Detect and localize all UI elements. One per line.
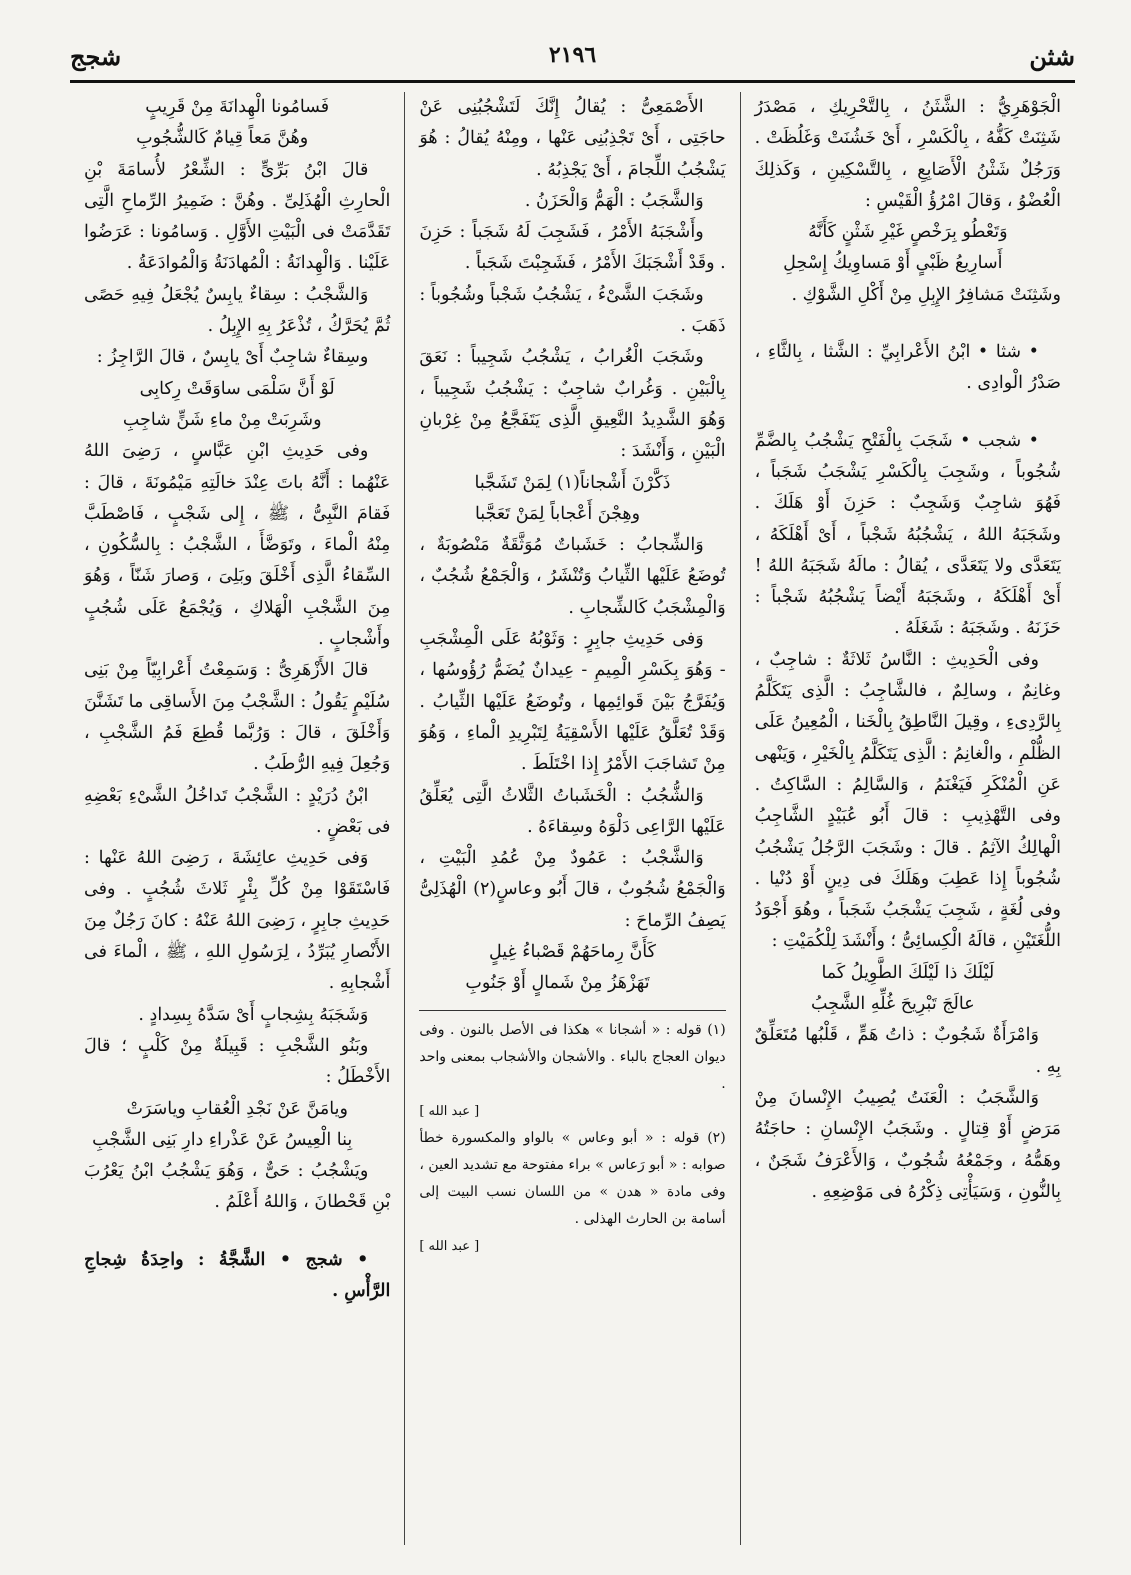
paragraph: وَفى حَدِيثِ جابِرٍ : وَثَوْبُهُ عَلَى الْمِشْجَبِ - وَهُوَ بِكَسْرِ الْمِيمِ - عِيدانٌ يُضَمُّ رُؤُوسُها ، وَيُفَرَّجُ بَيْنَ قَوائِمِها ، وتُوضَعُ عَلَيْها الثِّيابُ . وَقَدْ تُعَلَّقُ عَلَيْها الأَسْقِيَةُ لِتَبْرِيدِ الْماءِ ، وَهُوَ مِنْ تَشاجَبَ الأَمْرُ إِذا اخْتَلَطَ . bbox=[419, 629, 726, 775]
paragraph: وسِقاءٌ شاجِبٌ أَىْ يابِسٌ ، قالَ الرَّاجِزُ : bbox=[96, 347, 369, 368]
paragraph: ويَشْجُبُ : حَىٌّ ، وَهُوَ يَشْجُبُ ابْنُ يَعْرُبَ بْنِ قَحْطانَ ، وَاللهُ أَعْلَمُ . bbox=[84, 1161, 391, 1213]
footnote: (٢) قوله : « أبو وعاس » بالواو والمكسورة خطأ صوابه : « أبو رَعاس » براء مفتوحة مع تشديد العين ، وفى مادة « هدن » من اللسان نسب البيت إلى أسامة بن الحارث الهذلى . bbox=[419, 1129, 726, 1227]
verse-line: وهُنَّ مَعاً قِيامٌ كَالشُّجُوبِ bbox=[136, 128, 309, 149]
paragraph: وبَنُو الشَّجْبِ : قَبِيلَةٌ مِنْ كَلْبٍ ؛ قالَ الأَخْطَلُ : bbox=[84, 1035, 391, 1088]
paragraph: وَالشَّجَبُ : الْهَمُّ وَالْحَزَنُ . bbox=[524, 190, 704, 211]
entry-shatha: • شثا • ابْنُ الأَعْرابِيِّ : الشَّثا ، بِالثَّاءِ ، صَدْرُ الْوادِى . bbox=[754, 342, 1061, 394]
paragraph: الْجَوْهَرِيُّ : الشَّثَنُ ، بِالتَّحْرِيكِ ، مَصْدَرُ شَثِنَتْ كَفُّهُ ، بِالْكَسْرِ ، أَىْ خَشُنَتْ وَغَلُظَتْ . وَرَجُلٌ شَثْنُ الْأَصَابِعِ ، بِالتَّسْكِينِ ، وَكَذلِكَ الْعُضْوُ ، وَقالَ امْرُؤُ الْقَيْسِ : bbox=[754, 97, 1061, 211]
verse-line: عالَجَ تَبْرِيحَ غُلِّهِ الشَّجِبُ bbox=[810, 994, 975, 1015]
entry-shajab: • شجب • شَجَبَ بِالْفَتْحِ يَشْجُبُ بِالضَّمِّ شُجُوباً ، وشَجِبَ بِالْكَسْرِ يَشْجَبُ شَجَباً ، فَهُوَ شاجِبٌ وَشَجِبٌ : حَزِنَ أَوْ هَلَكَ . وشَجَبَهُ اللهُ ، يَشْجُبُهُ شَجْباً ، أَىْ أَهْلَكَهُ ، يَتَعَدَّى ولا يَتَعَدَّى ، يُقالُ : مالَهُ شَجَبَهُ اللهُ ! أَىْ أَهْلَكَهُ ، وشَجَبَهُ أَيْضاً يَشْجُبُهُ شَجْباً : حَزَنَهُ . وشَجَبَهُ : شَغَلَهُ . bbox=[754, 430, 1061, 639]
paragraph: وَالشَّجَبُ : الْعَنَتُ يُصِيبُ الإِنْسانَ مِنْ مَرَضٍ أَوْ قِتالٍ . وشَجَبُ الإِنْسانِ : حاجَتُهُ وهَمُّهُ ، وجَمْعُهُ شُجُوبٌ ، وَالأَعْرَفُ شَجَنٌ ، بِالنُّونِ ، وَسَيَأْتِى ذِكْرُهُ فى مَوْضِعِهِ . bbox=[754, 1087, 1061, 1202]
paragraph: ابْنُ دُرَيْدٍ : الشَّجْبُ تَداخُلُ الشَّىْءِ بَعْضِهِ فى بَعْضٍ . bbox=[84, 785, 391, 837]
paragraph: وَفى حَدِيثِ عائِشَةَ ، رَضِىَ اللهُ عَنْها : فَاسْتَقَوْا مِنْ كُلِّ بِئْرٍ ثَلاثَ شُجُبٍ . وفى حَدِيثِ جابِرٍ ، رَضِىَ اللهُ عَنْهُ : كانَ رَجُلٌ مِنَ الأَنْصارِ يُبَرِّدُ ، لِرَسُولِ اللهِ ، ﷺ ، الْماءَ فى أَشْجابِهِ . bbox=[84, 848, 391, 994]
verse-line: فَسامُونا الْهِدانَةَ مِنْ قَرِيبٍ bbox=[145, 97, 330, 117]
footnote-signature: [ عبد الله ] bbox=[419, 1103, 480, 1119]
verse-line: ذَكَّرْنَ أَشْجاناً(١) لِمَنْ تَشَجَّبا bbox=[474, 472, 671, 493]
footnotes bbox=[419, 1010, 725, 1260]
paragraph: وَشَجَبَهُ بِشِجابٍ أَىْ سَدَّهُ بِسِدادٍ . bbox=[138, 1004, 369, 1025]
column-left bbox=[70, 92, 405, 1545]
footnote: (١) قوله : « أشجانا » هكذا فى الأصل بالنون . وفى ديوان العجاج بالباء . والأشجان والأشجاب بمعنى واحد . bbox=[419, 1021, 726, 1092]
verse-line: لَيْلَكَ ذا لَيْلَكَ الطَّوِيلُ كَما bbox=[821, 962, 995, 983]
paragraph: وشَثِنَتْ مَشافِرُ الإِبِلِ مِنْ أَكْلِ الشَّوْكِ . bbox=[791, 284, 1061, 305]
paragraph: وفى حَدِيثِ ابْنِ عَبَّاسٍ ، رَضِىَ اللهُ عَنْهُما : أَنَّهُ باتَ عِنْدَ خالَتِهِ مَيْمُونَةَ ، قالَ : فَقامَ النَّبِىُّ ، ﷺ ، إِلى شَجْبٍ ، فَاصْطَبَّ مِنْهُ الْماءَ ، وتَوَضَّأَ ، الشَّجْبُ : بِالسُّكُونِ ، السِّقاءُ الَّذِى أَخْلَقَ وبَلِىَ ، وَصارَ شَنّاً ، وَهُوَ مِنَ الشَّجْبِ الْهَلاكِ ، وَيُجْمَعُ عَلَى شُجُبٍ وأَشْجابٍ . bbox=[84, 441, 391, 650]
paragraph: وشَجَبَ الْغُرابُ ، يَشْجُبُ شَجِيباً : نَعَقَ بِالْبَيْنِ . وَغُرابٌ شاجِبٌ : يَشْجُبُ شَجِيباً ، وَهُوَ الشَّدِيدُ النَّعِيقِ الَّذِى يَتَفَجَّعُ مِنْ غِرْبانِ الْبَيْنِ ، وَأَنْشَدَ : bbox=[419, 347, 726, 462]
verse-line: وشَرِبَتْ مِنْ ماءِ شَنٍّ شاجِبِ bbox=[122, 409, 322, 430]
verse-line: كَأَنَّ رِماحَهُمْ قَصْباءُ غِيلٍ bbox=[489, 942, 656, 963]
entry-shajj: • شجج • الشَّجَّةُ : واحِدَةُ شِجاجِ الرَّأْسِ . bbox=[84, 1249, 391, 1301]
page-number: ٢١٩٦ bbox=[548, 42, 597, 68]
verse-line: بِنا الْعِيسُ عَنْ عَذْراءِ دارِ بَنِى الشَّجْبِ bbox=[92, 1129, 353, 1150]
paragraph: وأَشْجَبَهُ الأَمْرُ ، فَشَجِبَ لَهُ شَجَباً : حَزِنَ . وقَدْ أَشْجَبَكَ الأَمْرُ ، فَشَجِبْتَ شَجَباً . bbox=[419, 222, 726, 274]
paragraph: وَالشَّجْبُ : سِقاءٌ يابِسٌ يُجْعَلُ فِيهِ حَصًى ثُمَّ يُحَرَّكُ ، تُذْعَرُ بِهِ الإِبِلُ . bbox=[84, 284, 391, 337]
verse-line: لَوْ أَنَّ سَلْمَى ساوَقَتْ رِكابِى bbox=[139, 378, 335, 399]
paragraph: وفى الْحَدِيثِ : النَّاسُ ثَلاثَةٌ : شاجِبٌ ، وغانِمٌ ، وسالِمٌ ، فالشَّاجِبُ : الَّذِى يَتَكَلَّمُ بِالرَّدِىءِ ، وقِيلَ النَّاطِقُ بِالْخَنا ، الْمُعِينُ عَلَى الظُّلْمِ ، والْغانِمُ : الَّذِى يَتَكَلَّمُ بِالْخَيْرِ ، وَيَنْهى عَنِ الْمُنْكَرِ فَيَغْنَمُ ، وَالسَّالِمُ : السَّاكِتُ . وفى التَّهْذِيبِ : قالَ أَبُو عُبَيْدٍ الشَّاجِبُ الْهالِكُ الآثِمُ . قالَ : وشَجَبَ الرَّجُلُ يَشْجُبُ شُجُوباً إِذا عَطِبَ وهَلَكَ فى دِينٍ أَوْ دُنْيا . وفى لُغَةٍ ، شَجِبَ يَشْجَبُ شَجَباً ، وهُوَ أَجْوَدُ اللُّغَتَيْنِ ، قالَهُ الْكِسائِىُّ ؛ وأَنْشَدَ لِلْكُمَيْتِ : bbox=[754, 649, 1061, 952]
footnote-signature: [ عبد الله ] bbox=[419, 1238, 480, 1254]
page-header bbox=[70, 40, 1075, 83]
running-headword-right: شثن bbox=[1029, 42, 1075, 71]
verse-line: وَتَعْطُو بِرَخْصٍ غَيْرِ شَثْنٍ كَأَنَّهُ bbox=[808, 222, 1008, 243]
verse-line: تَهَزْهَزُ مِنْ شَمالٍ أَوْ جَنُوبِ bbox=[465, 973, 650, 994]
paragraph: قالَ ابْنُ بَرِّىٍّ : الشِّعْرُ لأُسامَةَ بْنِ الْحارِثِ الْهُذَلِىِّ . وهُنَّ : ضَمِيرُ الرِّماحِ الَّتِى تَقَدَّمَتْ فى الْبَيْتِ الأَوَّلِ . وَسامُونا : عَرَضُوا عَلَيْنا . وَالْهِدانَةُ : الْمُهادَنَةُ وَالْمُوادَعَةُ . bbox=[84, 159, 391, 274]
paragraph: وَالشُّجُبُ : الْخَشَباتُ الثَّلاثُ الَّتِى يُعَلِّقُ عَلَيْها الرَّاعِى دَلْوَهُ وسِقاءَهُ . bbox=[419, 785, 726, 837]
running-headword-left: شجج bbox=[70, 42, 122, 71]
verse-line: ويامَنَّ عَنْ نَجْدِ الْعُقابِ وياسَرَتْ bbox=[126, 1098, 348, 1119]
paragraph: الأَصْمَعِىُّ : يُقالُ إِنَّكَ لَتَشْجُبُنِى عَنْ حاجَتِى ، أَىْ تَجْذِبُنِى عَنْها ، ومِنْهُ يُقالُ : هُوَ يَشْجُبُ اللِّجامَ ، أَىْ يَجْذِبُهُ . bbox=[419, 97, 726, 180]
verse-line: أَسارِيعُ ظَبْىٍ أَوْ مَساوِيكُ إِسْحِلِ bbox=[783, 253, 1003, 274]
paragraph: وشَجَبَ الشَّىْءُ ، يَشْجُبُ شَجْباً وشُجُوباً : ذَهَبَ . bbox=[419, 284, 726, 337]
verse-line: وهِجْنَ أَعْجاباً لِمَنْ تَعَجَّبا bbox=[474, 503, 641, 524]
paragraph: وَامْرَأَةٌ شَجُوبٌ : ذاتُ هَمٍّ ، قَلْبُها مُتَعَلِّقٌ بِهِ . bbox=[754, 1025, 1061, 1077]
paragraph: وَالشِّجابُ : خَشَباتٌ مُوَثَّقَةٌ مَنْصُوبَةٌ ، تُوضَعُ عَلَيْها الثِّيابُ وَتُنْشَرُ ، وَالْجَمْعُ شُجُبٌ ، وَالْمِشْجَبُ كَالشِّجابِ . bbox=[419, 535, 726, 618]
column-right bbox=[741, 92, 1075, 1545]
text-columns bbox=[70, 92, 1075, 1545]
column-middle bbox=[405, 92, 740, 1545]
paragraph: قالَ الأَزْهَرِىُّ : وَسَمِعْتُ أَعْرابِيّاً مِنْ بَنِى سُلَيْمٍ يَقُولُ : الشَّجْبُ مِنَ الأَساقِى ما تَشَنَّنَ وَأَخْلَقَ ، قالَ : وَرُبَّما قُطِعَ فَمُ الشَّجْبِ ، وَجُعِلَ فِيهِ الرُّطَبُ . bbox=[84, 660, 391, 775]
paragraph: وَالشَّجْبُ : عَمُودٌ مِنْ عُمُدِ الْبَيْتِ ، وَالْجَمْعُ شُجُوبٌ ، قالَ أَبُو وعاسٍ(٢) الْهُذَلِىُّ يَصِفُ الرِّماحَ : bbox=[419, 848, 726, 931]
